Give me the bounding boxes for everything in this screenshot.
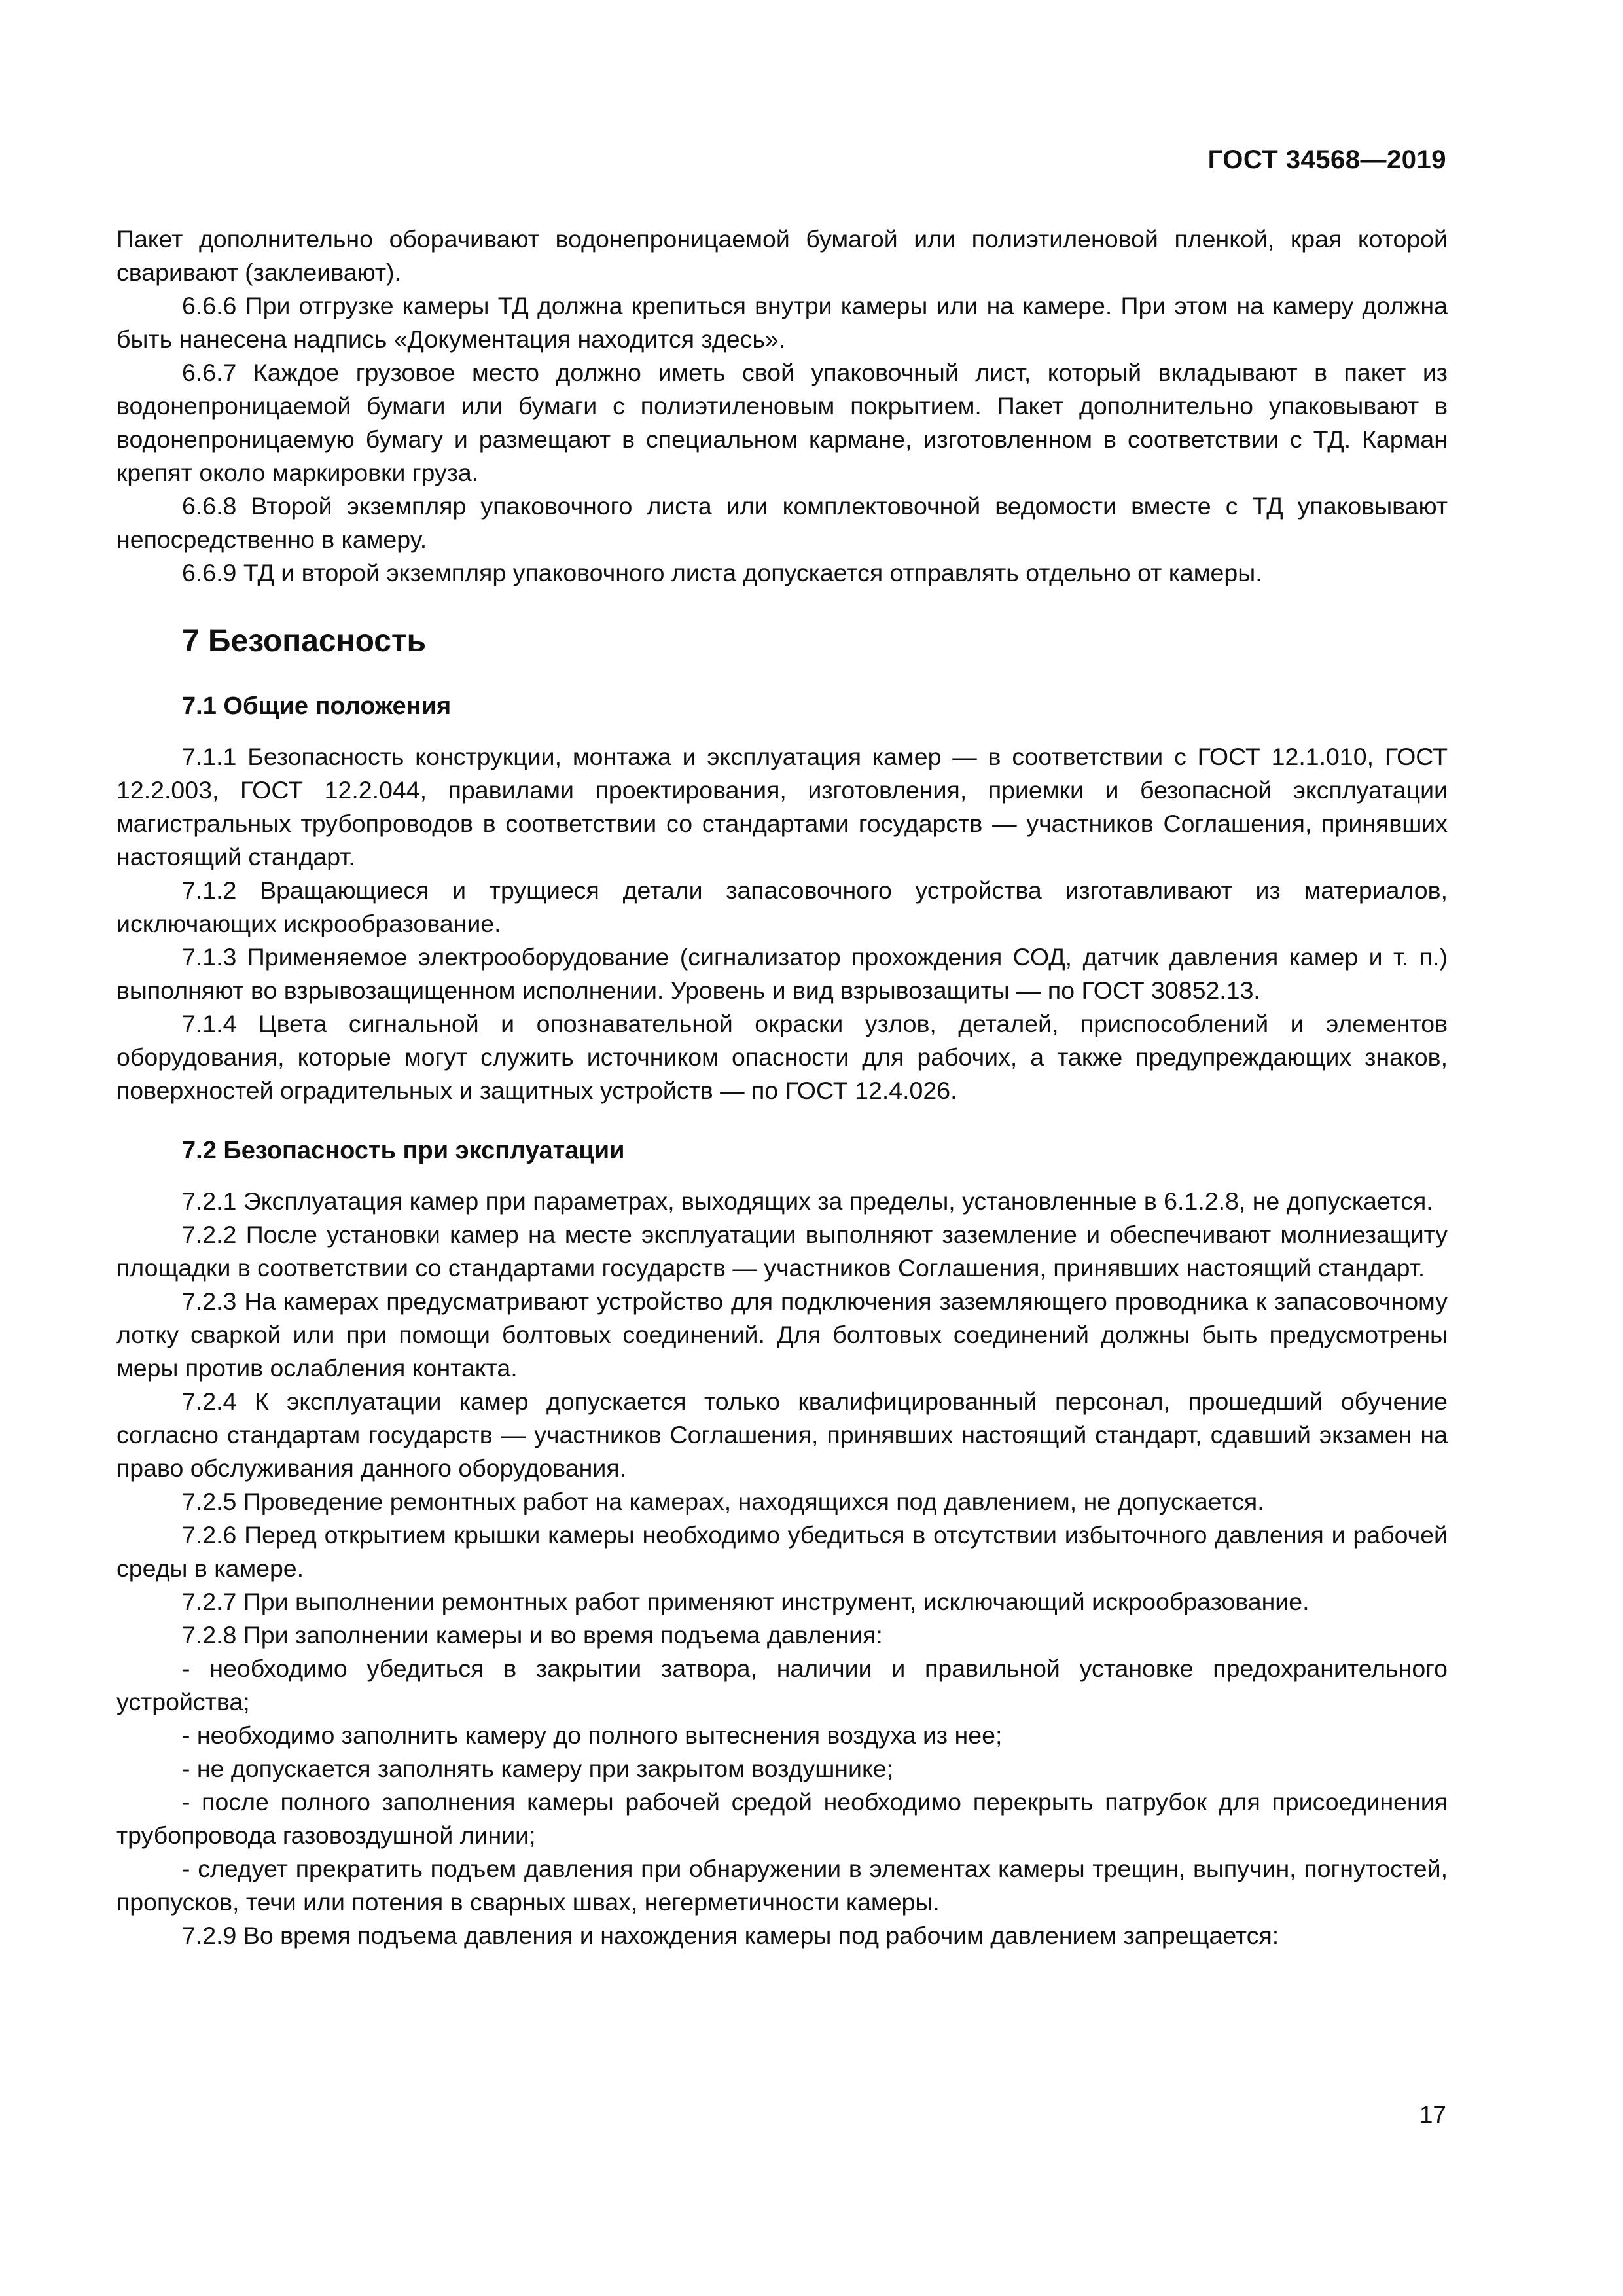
list-item: - необходимо заполнить камеру до полного вытеснения воздуха из нее; [182,1721,1003,1749]
paragraph-7-2-9: 7.2.9 Во время подъема давления и нахождения камеры под рабочим давлением запрещается: [182,1922,1279,1949]
subsection-title-7-1: 7.1 Общие положения [182,692,452,720]
paragraph-7-2-8: 7.2.8 При заполнении камеры и во время подъема давления: [182,1621,883,1649]
page-number: 17 [1419,2101,1446,2128]
page-content [116,223,1448,1952]
paragraph-7-2-7: 7.2.7 При выполнении ремонтных работ применяют инструмент, исключающий искрообразование. [182,1588,1310,1615]
list-item: - не допускается заполнять камеру при закрытом воздушнике; [182,1755,894,1782]
paragraph-6-6-7: 6.6.7 Каждое грузовое место должно иметь свой упаковочный лист, который вкладывают в пакет из водонепроницаемой бумаги или бумаги с полиэтиленовым покрытием. Пакет дополнительно упаковывают в водонепроницаемую бумагу и размещают в специальном кармане, изготовленном в соответствии с ТД. Карман крепят около маркировки груза. [116,359,1448,486]
paragraph-6-6-8: 6.6.8 Второй экземпляр упаковочного листа или комплектовочной ведомости вместе с ТД упаковывают непосредственно в камеру. [116,492,1448,553]
paragraph-7-2-3: 7.2.3 На камерах предусматривают устройство для подключения заземляющего проводника к запасовочному лотку сваркой или при помощи болтовых соединений. Для болтовых соединений должны быть предусмотрены меры против ослабления контакта. [116,1287,1448,1382]
paragraph-7-2-1: 7.2.1 Эксплуатация камер при параметрах, выходящих за пределы, установленные в 6.1.2.8, не допускается. [182,1187,1433,1215]
list-item: - после полного заполнения камеры рабочей средой необходимо перекрыть патрубок для присоединения трубопровода газовоздушной линии; [116,1788,1448,1849]
paragraph-7-1-4: 7.1.4 Цвета сигнальной и опознавательной окраски узлов, деталей, приспособлений и элементов оборудования, которые могут служить источником опасности для рабочих, а также предупреждающих знаков, поверхностей оградительных и защитных устройств — по ГОСТ 12.4.026. [116,1010,1448,1104]
paragraph-6-6-6: 6.6.6 При отгрузке камеры ТД должна крепиться внутри камеры или на камере. При этом на камеру должна быть нанесена надпись «Документация находится здесь». [116,292,1448,353]
paragraph-continuation: Пакет дополнительно оборачивают водонепроницаемой бумагой или полиэтиленовой пленкой, края которой сваривают (заклеивают). [116,225,1448,286]
paragraph-7-2-6: 7.2.6 Перед открытием крышки камеры необходимо убедиться в отсутствии избыточного давления и рабочей среды в камере. [116,1521,1448,1582]
list-item: - необходимо убедиться в закрытии затвора, наличии и правильной установке предохранительного устройства; [116,1655,1448,1715]
paragraph-6-6-9: 6.6.9 ТД и второй экземпляр упаковочного листа допускается отправлять отдельно от камеры. [182,559,1262,586]
paragraph-7-1-1: 7.1.1 Безопасность конструкции, монтажа и эксплуатация камер — в соответствии с ГОСТ 12.1.010, ГОСТ 12.2.003, ГОСТ 12.2.044, правилами проектирования, изготовления, приемки и безопасной эксплуатации магистральных трубопроводов в соответствии со стандартами государств — участников Соглашения, принявших настоящий стандарт. [116,743,1448,870]
paragraph-7-2-4: 7.2.4 К эксплуатации камер допускается только квалифицированный персонал, прошедший обучение согласно стандартам государств — участников Соглашения, принявших настоящий стандарт, сдавший экзамен на право обслуживания данного оборудования. [116,1388,1448,1482]
paragraph-7-2-2: 7.2.2 После установки камер на месте эксплуатации выполняют заземление и обеспечивают молниезащиту площадки в соответствии со стандартами государств — участников Соглашения, принявших настоящий стандарт. [116,1221,1448,1282]
paragraph-7-2-5: 7.2.5 Проведение ремонтных работ на камерах, находящихся под давлением, не допускается. [182,1488,1264,1515]
paragraph-7-1-2: 7.1.2 Вращающиеся и трущиеся детали запасовочного устройства изготавливают из материалов, исключающих искрообразование. [116,876,1448,937]
list-item: - следует прекратить подъем давления при обнаружении в элементах камеры трещин, выпучин, погнутостей, пропусков, течи или потения в сварных швах, негерметичности камеры. [116,1855,1448,1916]
paragraph-7-1-3: 7.1.3 Применяемое электрооборудование (сигнализатор прохождения СОД, датчик давления камер и т. п.) выполняют во взрывозащищенном исполнении. Уровень и вид взрывозащиты — по ГОСТ 30852.13. [116,943,1448,1004]
section-title-7: 7 Безопасность [182,624,426,658]
standard-header: ГОСТ 34568—2019 [1207,145,1446,174]
subsection-title-7-2: 7.2 Безопасность при эксплуатации [182,1137,625,1164]
